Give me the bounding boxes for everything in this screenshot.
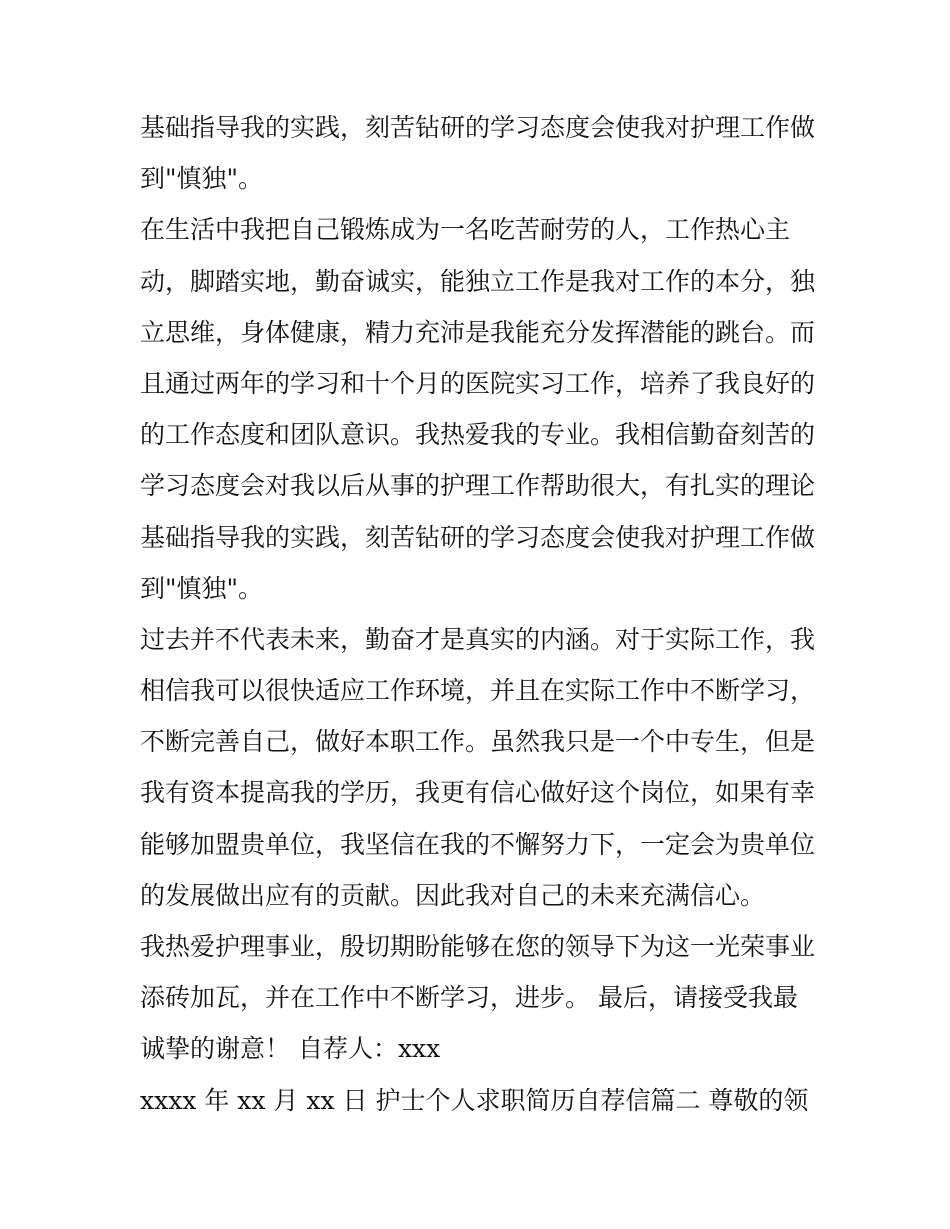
text-line: xxxx 年 xx 月 xx 日 护士个人求职简历自荐信篇二 尊敬的领 <box>140 1085 809 1115</box>
text-line: 我热爱护理事业，殷切期盼能够在您的领导下为这一光荣事业 <box>140 932 816 961</box>
body-text <box>140 102 820 1126</box>
text-line: 且通过两年的学习和十个月的医院实习工作，培养了我良好的 <box>140 368 816 398</box>
text-line: 的工作态度和团队意识。我热爱我的专业。我相信勤奋刻苦的 <box>140 420 816 450</box>
text-line: 基础指导我的实践，刻苦钻研的学习态度会使我对护理工作做 <box>140 522 816 552</box>
text-line: 在生活中我把自己锻炼成为一名吃苦耐劳的人，工作热心主 <box>140 215 791 245</box>
text-line: 不断完善自己，做好本职工作。虽然我只是一个中专生，但是 <box>140 727 816 757</box>
text-line: 相信我可以很快适应工作环境，并且在实际工作中不断学习， <box>140 676 816 706</box>
text-line: 到"慎独"。 <box>140 164 263 194</box>
text-line: 我有资本提高我的学历，我更有信心做好这个岗位，如果有幸 <box>140 778 816 808</box>
text-line: 基础指导我的实践，刻苦钻研的学习态度会使我对护理工作做 <box>140 113 816 142</box>
text-line: 学习态度会对我以后从事的护理工作帮助很大，有扎实的理论 <box>140 471 816 501</box>
text-line: 过去并不代表未来，勤奋才是真实的内涵。对于实际工作，我 <box>140 624 816 654</box>
text-line: 立思维，身体健康，精力充沛是我能充分发挥潜能的跳台。而 <box>140 317 816 347</box>
text-line: 的发展做出应有的贡献。因此我对自己的未来充满信心。 <box>140 880 766 910</box>
text-line: 动，脚踏实地，勤奋诚实，能独立工作是我对工作的本分，独 <box>140 266 816 296</box>
text-line: 到"慎独"。 <box>140 573 263 603</box>
text-line: 能够加盟贵单位，我坚信在我的不懈努力下，一定会为贵单位 <box>140 829 816 859</box>
text-line: 添砖加瓦，并在工作中不断学习，进步。 最后，请接受我最 <box>140 983 798 1013</box>
text-line: 诚挚的谢意！ 自荐人：xxx <box>140 1034 441 1064</box>
